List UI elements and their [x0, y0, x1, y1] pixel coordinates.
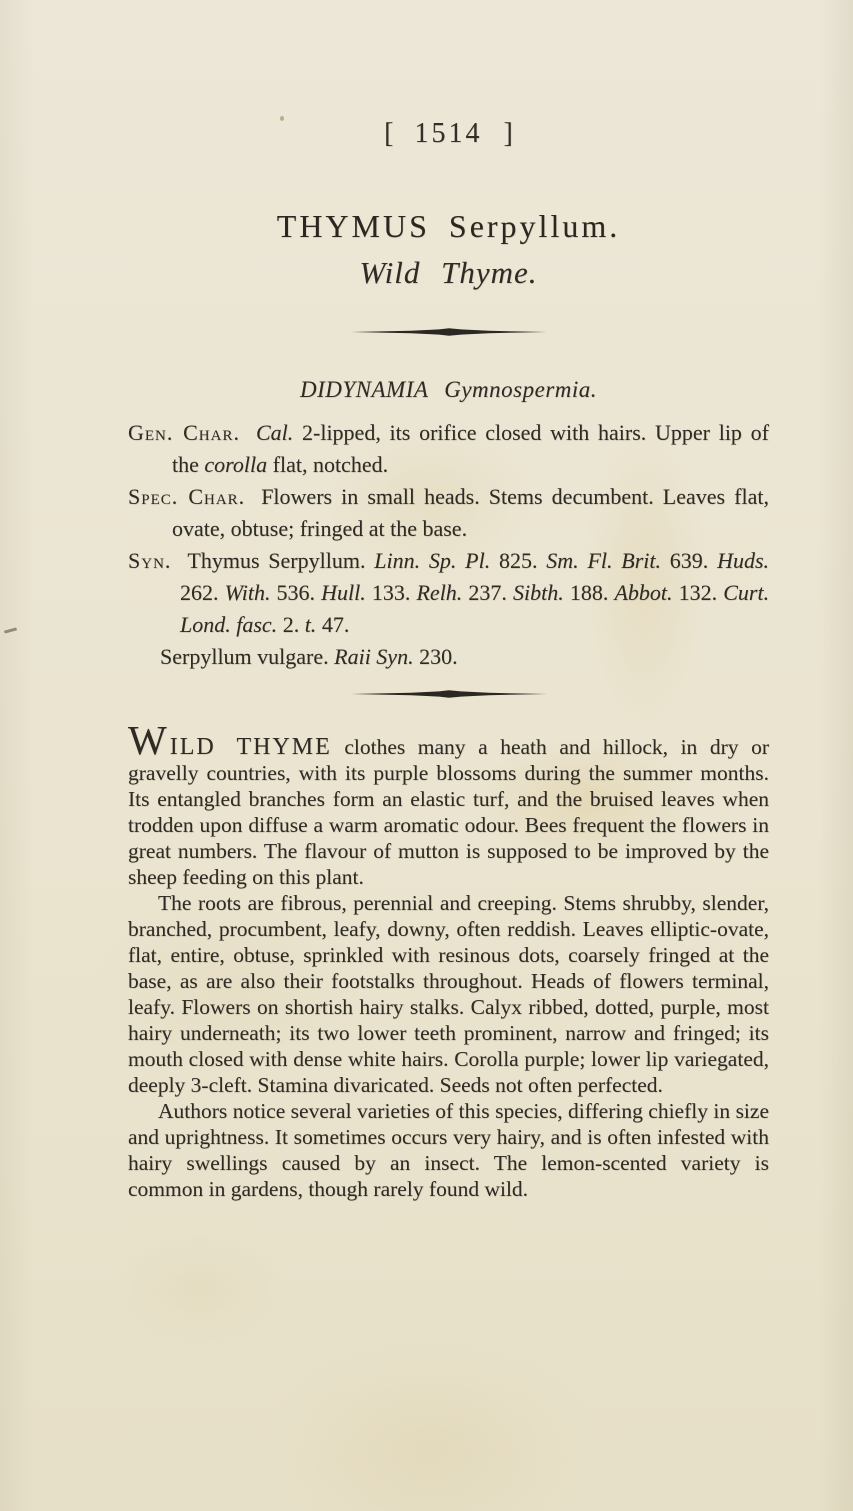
common-name-title: Wild Thyme.: [359, 255, 538, 290]
synonyms-entry: [128, 545, 769, 641]
swelled-rule-divider-top: [351, 327, 547, 337]
page-number-value: 1514: [414, 118, 483, 149]
species-title: THYMUS Serpyllum.: [276, 208, 621, 244]
paragraph-intro: WILD THYME clothes many a heath and hillock, in dry or gravelly countries, with its purple blossoms during the summer months. Its entangled branches form an elastic turf, and the bruised leaves when trodden upon diffuse a warm aromatic odour. Bees frequent the flowers in great numbers. The flavour of mutton is supposed to be improved by the sheep feeding on this plant.: [128, 717, 769, 889]
classification-line: DIDYNAMIA Gymnospermia.: [299, 377, 598, 402]
swelled-rule-icon: [351, 689, 547, 699]
generic-character-entry: [128, 417, 769, 481]
gen-char-label: Gen. Char.: [128, 420, 240, 445]
syn-citations-text: Thymus Serpyllum. Linn. Sp. Pl. 825. Sm. Fl. Brit. 639. Huds. 262. With. 536. Hull. 133. Relh. 237. Sibth. 188. Abbot. 132. Curt. Lond. fasc. 2. t. 47.: [180, 548, 770, 637]
scan-artifact-dot: [280, 116, 284, 121]
page-number: [128, 118, 769, 150]
spec-char-text: Flowers in small heads. Stems decumbent. Leaves flat, ovate, obtuse; fringed at the base.: [172, 484, 769, 541]
paragraph-botanical-description: The roots are fibrous, perennial and creeping. Stems shrubby, slender, branched, procumbent, leafy, downy, often reddish. Leaves elliptic-ovate, flat, entire, obtuse, sprinkled with resinous dots, coarsely fringed at the base, as are also their footstalks throughout. Heads of flowers terminal, leafy. Flowers on shortish hairy stalks. Calyx ribbed, dotted, purple, most hairy underneath; its two lower teeth prominent, narrow and fringed; its mouth closed with dense white hairs. Corolla purple; lower lip variegated, deeply 3-cleft. Stamina divaricated. Seeds not often perfected.: [128, 891, 769, 1097]
spec-char-label: Spec. Char.: [128, 484, 246, 509]
description-section: [128, 717, 769, 1202]
page-content: [128, 0, 769, 1202]
syn-label: Syn.: [128, 548, 172, 573]
specific-character-entry: [128, 481, 769, 545]
swelled-rule-divider-bottom: [351, 689, 547, 699]
synopsis-section: [128, 417, 769, 673]
page-number-open-bracket: [: [384, 118, 394, 149]
swelled-rule-icon: [351, 327, 547, 337]
page-number-close-bracket: ]: [503, 118, 513, 149]
paragraph-varieties: Authors notice several varieties of this species, differing chiefly in size and uprightness. It sometimes occurs very hairy, and is often infested with hairy swellings caused by an insect. The lemon-scented variety is common in gardens, though rarely found wild.: [128, 1099, 769, 1201]
scan-artifact-mark: [4, 627, 17, 633]
synonym-second-line: Serpyllum vulgare. Raii Syn. 230.: [160, 644, 458, 669]
gen-char-text: Cal. 2-lipped, its orifice closed with hairs. Upper lip of the corolla flat, notched.: [172, 420, 769, 477]
